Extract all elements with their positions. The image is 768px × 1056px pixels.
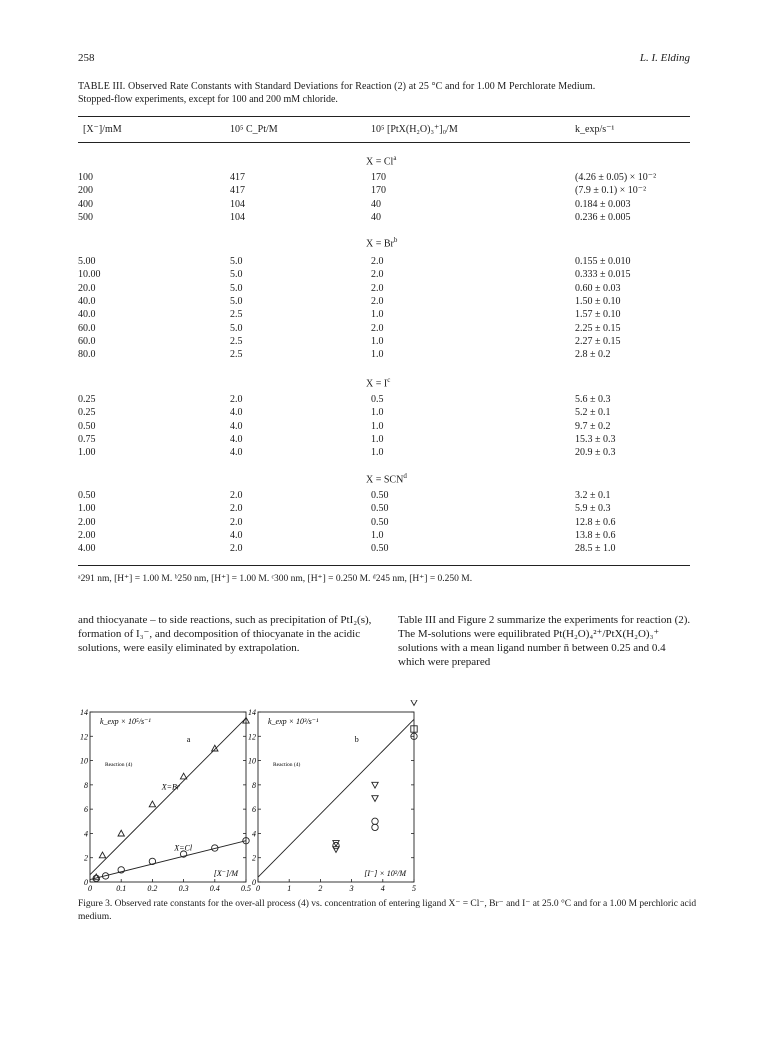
table-row bbox=[0, 394, 768, 407]
body-paragraph-right: Table III and Figure 2 summarize the experiments for reaction (2). The M-solutions were equilibrated Pt(H₂O)₄²⁺/PtX(H₂O)₃⁺ solutions with a mean ligand number n̄ between 0.25 and 0.4 which were prepared bbox=[398, 614, 691, 668]
table-header-rule bbox=[78, 142, 690, 143]
y-tick-label: 4 bbox=[252, 829, 256, 839]
reaction-annotation: Reaction (4) bbox=[273, 762, 301, 768]
y-tick-label: 6 bbox=[84, 805, 88, 815]
table-cell: 2.00 bbox=[78, 529, 96, 541]
table-row bbox=[0, 490, 768, 503]
table-cell: 400 bbox=[78, 198, 93, 210]
y-tick-label: 10 bbox=[248, 756, 256, 766]
table-row bbox=[0, 212, 768, 225]
table-cell: 40.0 bbox=[78, 309, 96, 321]
y-tick-label: 0 bbox=[252, 878, 256, 887]
x-axis-label: [X⁻]/M bbox=[213, 869, 238, 878]
table-cell: 3.2 ± 0.1 bbox=[575, 490, 611, 501]
table-cell: 2.5 bbox=[230, 335, 243, 347]
table-row bbox=[0, 543, 768, 556]
table-row bbox=[0, 517, 768, 530]
table-cell: 2.0 bbox=[230, 543, 243, 555]
table-cell: 0.50 bbox=[78, 420, 96, 432]
header-cpt: 10⁵ C_Pt/M bbox=[230, 124, 278, 135]
header-complex-conc: 10⁵ [PtX(H₂O)₃⁺]₀/M bbox=[371, 124, 458, 135]
table-cell: 2.25 ± 0.15 bbox=[575, 322, 621, 334]
table-row bbox=[0, 349, 768, 362]
table-cell: 5.00 bbox=[78, 256, 96, 267]
table-row bbox=[0, 407, 768, 420]
plot-frame bbox=[258, 712, 414, 882]
header-kexp: k_exp/s⁻¹ bbox=[575, 124, 615, 135]
table-cell: 1.0 bbox=[371, 309, 384, 321]
table-cell: 0.155 ± 0.010 bbox=[575, 256, 631, 267]
table-bottom-rule bbox=[78, 565, 690, 566]
table-cell: 2.0 bbox=[371, 256, 384, 267]
data-point-triangle bbox=[180, 773, 186, 779]
table-cell: 1.00 bbox=[78, 503, 96, 515]
section-label bbox=[366, 236, 397, 249]
x-tick-label: 0.5 bbox=[241, 884, 251, 893]
y-tick-label: 14 bbox=[248, 708, 256, 717]
y-axis-label: k_exp × 10³/s⁻¹ bbox=[268, 717, 319, 726]
table-cell: 5.9 ± 0.3 bbox=[575, 503, 611, 515]
table-cell: 1.0 bbox=[371, 433, 384, 445]
table-cell: 60.0 bbox=[78, 322, 96, 334]
y-tick-label: 4 bbox=[84, 829, 88, 839]
y-tick-label: 14 bbox=[80, 708, 88, 717]
table-cell: 0.184 ± 0.003 bbox=[575, 198, 631, 210]
table-row bbox=[0, 421, 768, 434]
data-point-triangle bbox=[99, 852, 105, 858]
table-cell: 5.0 bbox=[230, 322, 243, 334]
table-row bbox=[0, 323, 768, 336]
table-cell: 2.0 bbox=[230, 516, 243, 528]
table-cell: 12.8 ± 0.6 bbox=[575, 516, 616, 528]
x-tick-label: 0.2 bbox=[147, 884, 158, 893]
table-row bbox=[0, 336, 768, 349]
x-tick-label: 0 bbox=[88, 884, 92, 893]
header-ligand-conc: [X⁻]/mM bbox=[83, 124, 122, 135]
x-tick-label: 3 bbox=[349, 884, 354, 893]
table-cell: 1.50 ± 0.10 bbox=[575, 295, 621, 307]
table-cell: 417 bbox=[230, 172, 245, 183]
table-cell: 2.0 bbox=[371, 322, 384, 334]
table-cell: 15.3 ± 0.3 bbox=[575, 433, 616, 445]
data-point-circle bbox=[372, 824, 378, 830]
data-point-triangle bbox=[118, 830, 124, 836]
figure-panel-a bbox=[78, 700, 268, 895]
y-tick-label: 2 bbox=[84, 853, 88, 863]
y-tick-label: 12 bbox=[248, 732, 256, 742]
table-row bbox=[0, 269, 768, 282]
running-header: L. I. Elding bbox=[639, 52, 690, 64]
table-cell: 2.0 bbox=[371, 269, 384, 281]
table-cell: 13.8 ± 0.6 bbox=[575, 529, 616, 541]
table-row bbox=[0, 199, 768, 212]
table-cell: 2.0 bbox=[230, 394, 243, 405]
table-cell: 10.00 bbox=[78, 269, 101, 281]
section-label-text: X = SCN bbox=[366, 474, 404, 486]
x-tick-label: 4 bbox=[380, 884, 385, 893]
table-cell: 4.0 bbox=[230, 420, 243, 432]
figure-caption: Figure 3. Observed rate constants for the over-all process (4) vs. concentration of entering ligand X⁻ = Cl⁻, Br⁻ and I⁻ at 25.0 °C and for a 1.00 M perchloric acid medium. bbox=[78, 899, 697, 922]
x-tick-label: 2 bbox=[318, 884, 323, 893]
y-tick-label: 2 bbox=[252, 853, 256, 863]
fit-line-xbr bbox=[90, 718, 246, 875]
table-row bbox=[0, 172, 768, 185]
table-cell: 0.50 bbox=[371, 516, 389, 528]
section-label-sup: a bbox=[393, 154, 397, 162]
table-cell: 1.0 bbox=[371, 407, 384, 419]
table-row bbox=[0, 434, 768, 447]
table-cell: 40 bbox=[371, 198, 381, 210]
x-tick-label: 0.1 bbox=[116, 884, 127, 893]
table-cell: 1.0 bbox=[371, 349, 384, 361]
table-cell: 2.8 ± 0.2 bbox=[575, 349, 611, 361]
table-cell: 0.50 bbox=[371, 543, 389, 555]
table-row bbox=[0, 185, 768, 198]
data-point-triangle-down bbox=[372, 782, 378, 788]
table-cell: 2.27 ± 0.15 bbox=[575, 335, 621, 347]
table-cell: 104 bbox=[230, 211, 245, 223]
body-paragraph-left: and thiocyanate – to side reactions, such as precipitation of PtI₂(s), formation of I₃⁻, and decomposition of thiocyanate in the acidic solutions, were easily eliminated by extrapolation. bbox=[78, 614, 372, 654]
table-cell: 0.60 ± 0.03 bbox=[575, 282, 621, 294]
table-cell: 0.50 bbox=[371, 490, 389, 501]
table-caption bbox=[78, 80, 690, 106]
table-cell: 0.25 bbox=[78, 394, 96, 405]
table-cell: 2.0 bbox=[230, 490, 243, 501]
table-cell: 200 bbox=[78, 185, 93, 197]
section-label-sup: c bbox=[387, 376, 391, 384]
table-cell: 5.2 ± 0.1 bbox=[575, 407, 611, 419]
table-cell: 80.0 bbox=[78, 349, 96, 361]
table-cell: 1.00 bbox=[78, 447, 96, 459]
table-cell: 5.0 bbox=[230, 282, 243, 294]
table-cell: 5.6 ± 0.3 bbox=[575, 394, 611, 405]
section-label-text: X = Cl bbox=[366, 156, 394, 168]
table-cell: 100 bbox=[78, 172, 93, 183]
table-cell: 0.236 ± 0.005 bbox=[575, 211, 631, 223]
table-cell: 28.5 ± 1.0 bbox=[575, 543, 616, 555]
table-cell: 40.0 bbox=[78, 295, 96, 307]
table-cell: 1.0 bbox=[371, 529, 384, 541]
figure-panel-b bbox=[246, 700, 436, 895]
table-cell: 170 bbox=[371, 172, 386, 183]
table-cell: 4.0 bbox=[230, 433, 243, 445]
table-cell: 1.0 bbox=[371, 420, 384, 432]
table-cell: 1.57 ± 0.10 bbox=[575, 309, 621, 321]
data-point-triangle bbox=[149, 801, 155, 807]
y-tick-label: 12 bbox=[80, 732, 88, 742]
y-axis-label: k_exp × 10⁵/s⁻¹ bbox=[100, 717, 151, 726]
data-point-triangle-down bbox=[372, 796, 378, 802]
x-axis-label: [I⁻] × 10²/M bbox=[364, 869, 406, 878]
table-row bbox=[0, 447, 768, 460]
y-tick-label: 8 bbox=[84, 780, 88, 790]
table-cell: 60.0 bbox=[78, 335, 96, 347]
section-label-text: X = I bbox=[366, 378, 388, 390]
section-label bbox=[366, 376, 390, 389]
table-cell: 170 bbox=[371, 185, 386, 197]
table-cell: 0.25 bbox=[78, 407, 96, 419]
table-cell: 9.7 ± 0.2 bbox=[575, 420, 611, 432]
table-cell: 4.0 bbox=[230, 529, 243, 541]
section-label-sup: d bbox=[403, 472, 407, 480]
section-label-text: X = Br bbox=[366, 238, 394, 250]
x-tick-label: 5 bbox=[412, 884, 416, 893]
data-point-circle bbox=[372, 818, 378, 824]
table-cell: 5.0 bbox=[230, 295, 243, 307]
table-cell: 104 bbox=[230, 198, 245, 210]
panel-label: b bbox=[354, 735, 359, 744]
table-footnotes: ᵃ291 nm, [H⁺] = 1.00 M. ᵇ250 nm, [H⁺] = 1.00 M. ᶜ300 nm, [H⁺] = 0.250 M. ᵈ245 nm, [H⁺] = 0.250 M. bbox=[78, 574, 473, 584]
table-cell: 0.75 bbox=[78, 433, 96, 445]
table-cell: (7.9 ± 0.1) × 10⁻² bbox=[575, 185, 647, 197]
table-cell: 500 bbox=[78, 211, 93, 223]
data-point-triangle bbox=[212, 745, 218, 751]
table-cell: 417 bbox=[230, 185, 245, 197]
y-tick-label: 0 bbox=[84, 878, 88, 887]
table-cell: 2.0 bbox=[230, 503, 243, 515]
y-tick-label: 6 bbox=[252, 805, 256, 815]
table-cell: 0.333 ± 0.015 bbox=[575, 269, 631, 281]
section-label-sup: b bbox=[393, 236, 398, 244]
table-cell: 5.0 bbox=[230, 256, 243, 267]
table-cell: 2.5 bbox=[230, 349, 243, 361]
y-tick-label: 8 bbox=[252, 780, 256, 790]
y-tick-label: 10 bbox=[80, 756, 88, 766]
table-caption-line1: TABLE III. Observed Rate Constants with Standard Deviations for Reaction (2) at 25 °C and for 1.00 M Perchlorate Medium. bbox=[78, 81, 596, 92]
table-cell: 2.5 bbox=[230, 309, 243, 321]
section-label bbox=[366, 472, 407, 485]
table-cell: 1.0 bbox=[371, 447, 384, 459]
table-row bbox=[0, 283, 768, 296]
x-tick-label: 0.4 bbox=[209, 884, 220, 893]
series-label-cl: X=Cl bbox=[174, 843, 193, 853]
table-row bbox=[0, 503, 768, 516]
table-cell: (4.26 ± 0.05) × 10⁻² bbox=[575, 172, 657, 183]
table-cell: 1.0 bbox=[371, 335, 384, 347]
table-cell: 4.00 bbox=[78, 543, 96, 555]
table-row bbox=[0, 530, 768, 543]
table-cell: 40 bbox=[371, 211, 381, 223]
table-cell: 20.0 bbox=[78, 282, 96, 294]
table-cell: 4.0 bbox=[230, 447, 243, 459]
table-caption-line2: Stopped-flow experiments, except for 100 and 200 mM chloride. bbox=[78, 94, 338, 105]
reaction-annotation: Reaction (4) bbox=[105, 762, 133, 768]
panel-label: a bbox=[186, 735, 191, 744]
x-tick-label: 0.3 bbox=[178, 884, 189, 893]
table-cell: 0.5 bbox=[371, 394, 384, 405]
x-tick-label: 0 bbox=[256, 884, 260, 893]
data-point-triangle-down bbox=[411, 700, 417, 705]
fit-line bbox=[258, 719, 414, 877]
table-cell: 0.50 bbox=[78, 490, 96, 501]
table-cell: 2.0 bbox=[371, 282, 384, 294]
section-label bbox=[366, 154, 396, 167]
table-row bbox=[0, 296, 768, 309]
table-cell: 2.0 bbox=[371, 295, 384, 307]
page-number: 258 bbox=[78, 52, 95, 64]
table-row bbox=[0, 256, 768, 269]
x-tick-label: 1 bbox=[287, 884, 292, 893]
table-cell: 4.0 bbox=[230, 407, 243, 419]
table-top-rule bbox=[78, 116, 690, 117]
table-cell: 2.00 bbox=[78, 516, 96, 528]
table-cell: 20.9 ± 0.3 bbox=[575, 447, 616, 459]
table-cell: 5.0 bbox=[230, 269, 243, 281]
series-label-br: X=Br bbox=[161, 782, 181, 792]
table-cell: 0.50 bbox=[371, 503, 389, 515]
table-row bbox=[0, 309, 768, 322]
